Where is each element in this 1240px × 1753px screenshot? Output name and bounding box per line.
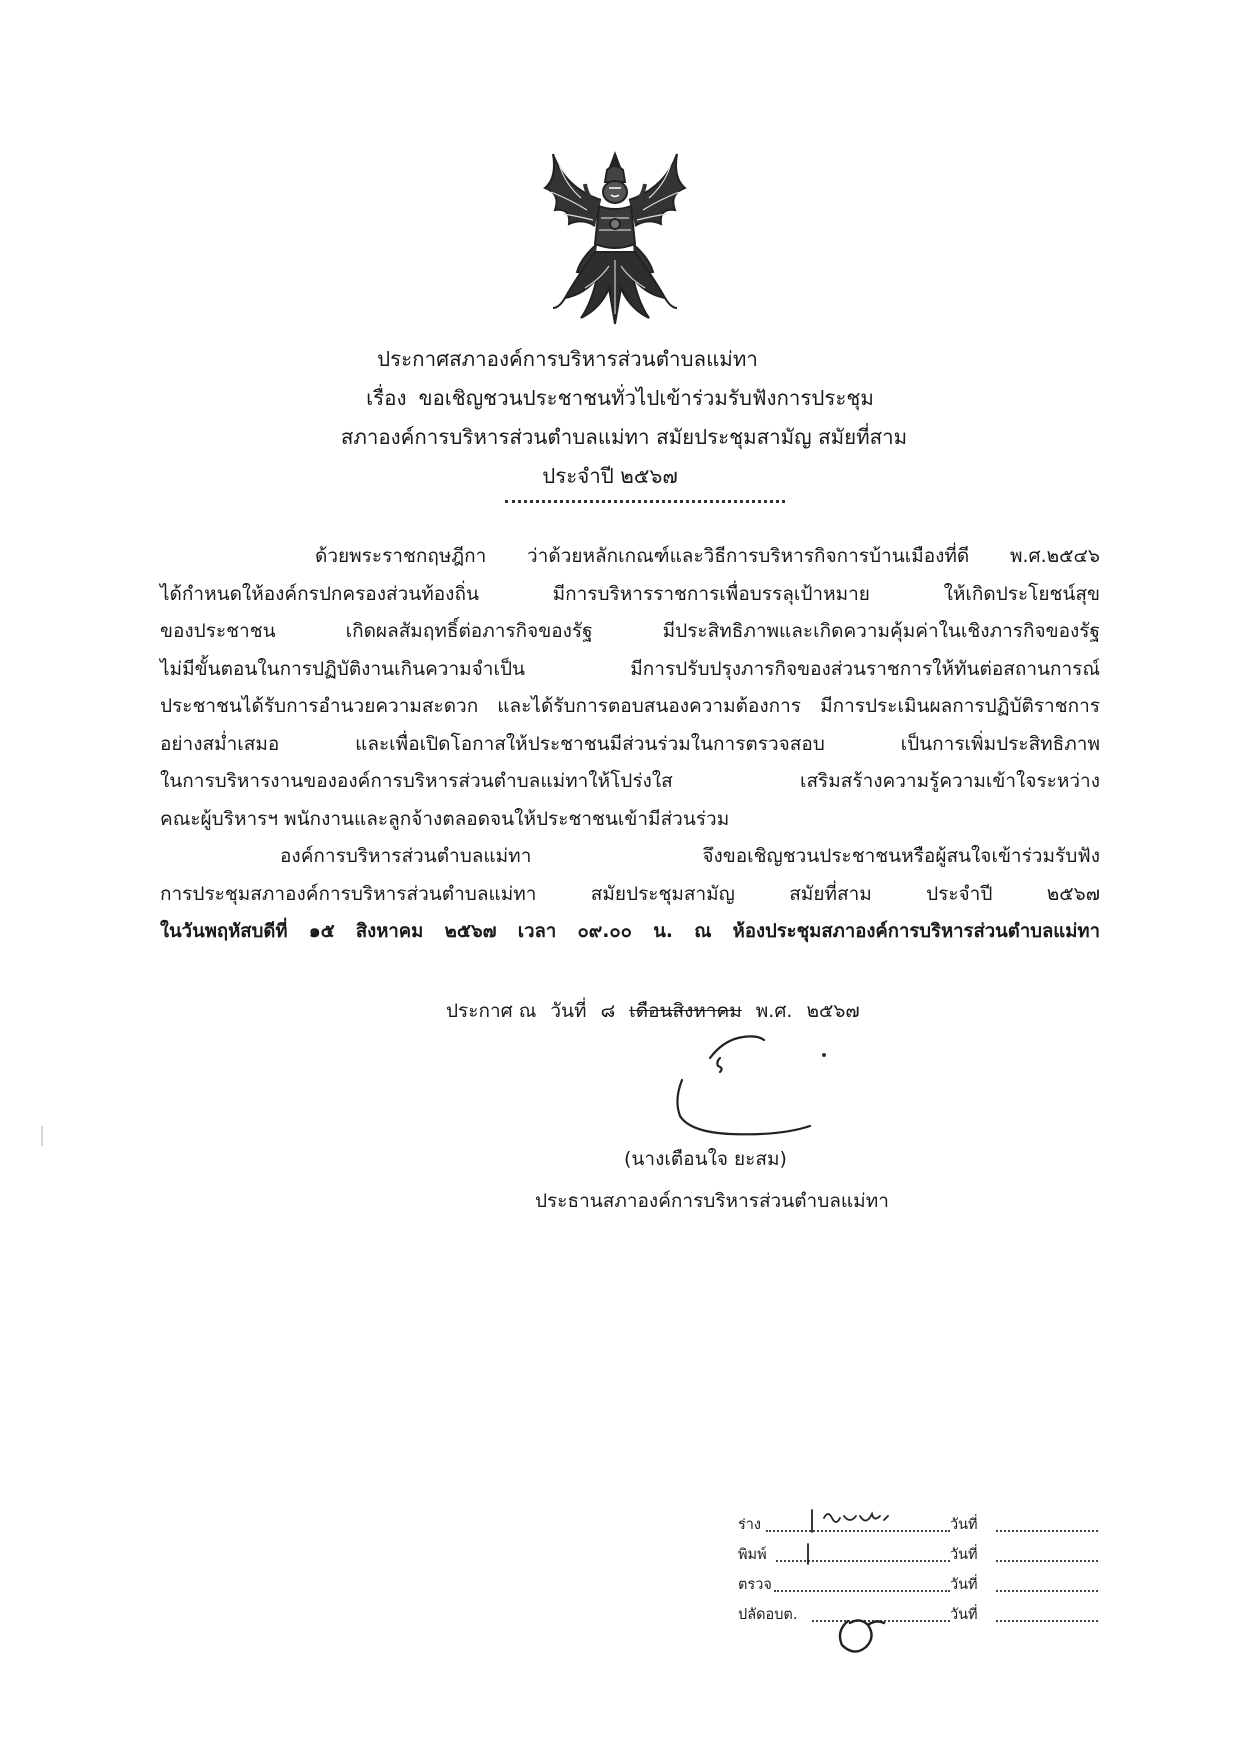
paragraph-2-line: องค์การบริหารส่วนตำบลแม่ทา จึงขอเชิญชวนประชาชนหรือผู้สนใจเข้าร่วมรับฟัง xyxy=(280,845,1100,867)
approval-row xyxy=(738,1540,1098,1570)
approval-table xyxy=(738,1510,1098,1630)
announce-day: ๘ xyxy=(600,1000,616,1022)
announce-day-label: วันที่ xyxy=(550,1000,587,1022)
approval-date-line xyxy=(996,1620,1098,1622)
approval-row xyxy=(738,1570,1098,1600)
announcement-date xyxy=(446,996,874,1026)
signer-name: (นางเตือนใจ ยะสม) xyxy=(624,1148,787,1170)
announce-year: ๒๕๖๗ xyxy=(806,1000,860,1022)
approval-label: ปลัดอบต. xyxy=(738,1607,798,1623)
signer-position: ประธานสภาองค์การบริหารส่วนตำบลแม่ทา xyxy=(535,1190,889,1212)
approval-row xyxy=(738,1600,1098,1630)
approval-label: ร่าง xyxy=(738,1517,762,1533)
paragraph-2-line: การประชุมสภาองค์การบริหารส่วนตำบลแม่ทา สมัยประชุมสามัญ สมัยที่สาม ประจำปี ๒๕๖๗ xyxy=(160,882,1100,905)
announcement-title xyxy=(300,340,940,496)
title-line-4: ประจำปี ๒๕๖๗ xyxy=(542,464,678,488)
typist-initials-icon xyxy=(800,1542,820,1566)
paragraph-1-line: ไม่มีขั้นตอนในการปฏิบัติงานเกินความจำเป็น มีการปรับปรุงภารกิจของส่วนราชการให้ทันต่อสถานการณ์ xyxy=(160,657,1100,680)
paragraph-1-line: ในการบริหารงานขององค์การบริหารส่วนตำบลแม่ทาให้โปร่งใส เสริมสร้างความรู้ความเข้าใจระหว่าง xyxy=(160,770,1100,792)
ink-dot xyxy=(822,1053,826,1057)
approval-date-label: วันที่ xyxy=(950,1517,978,1533)
announcement-body xyxy=(160,538,1100,951)
title-line-3: สภาองค์การบริหารส่วนตำบลแม่ทา สมัยประชุมสามัญ สมัยที่สาม xyxy=(340,425,908,449)
subject-text: ขอเชิญชวนประชาชนทั่วไปเข้าร่วมรับฟังการประชุม xyxy=(418,386,874,410)
meeting-date-line: ในวันพฤหัสบดีที่ ๑๕ สิงหาคม ๒๕๖๗ เวลา ๐๙.๐๐ น. ณ ห้องประชุมสภาองค์การบริหารส่วนตำบลแม่ทา xyxy=(160,921,1100,942)
scan-margin-mark xyxy=(41,1126,43,1146)
subject-line xyxy=(300,379,940,418)
paragraph-1-line: อย่างสม่ำเสมอ และเพื่อเปิดโอกาสให้ประชาชนมีส่วนร่วมในการตรวจสอบ เป็นการเพิ่มประสิทธิภาพ xyxy=(160,732,1100,755)
approval-date-line xyxy=(996,1560,1098,1562)
paragraph-1-line: ของประชาชน เกิดผลสัมฤทธิ์ต่อภารกิจของรัฐ มีประสิทธิภาพและเกิดความคุ้มค่าในเชิงภารกิจของรัฐ xyxy=(160,620,1100,642)
paragraph-1-line: คณะผู้บริหารฯ พนักงานและลูกจ้างตลอดจนให้ประชาชนเข้ามีส่วนร่วม xyxy=(160,807,730,830)
approval-date-label: วันที่ xyxy=(950,1547,978,1563)
draft-initials-icon xyxy=(810,1506,910,1534)
announce-year-label: พ.ศ. xyxy=(755,1000,793,1022)
title-line-1: ประกาศสภาองค์การบริหารส่วนตำบลแม่ทา xyxy=(377,347,758,371)
title-divider xyxy=(505,500,785,503)
approval-row xyxy=(738,1510,1098,1540)
announce-month: เดือนสิงหาคม xyxy=(629,1000,742,1022)
approval-label: ตรวจ xyxy=(738,1577,772,1593)
approval-dotted-line xyxy=(774,1590,950,1592)
approval-date-label: วันที่ xyxy=(950,1577,978,1593)
approval-label: พิมพ์ xyxy=(738,1547,767,1563)
subject-label: เรื่อง xyxy=(366,386,407,410)
announce-prefix: ประกาศ ณ xyxy=(446,1000,537,1022)
paragraph-1-line: ด้วยพระราชกฤษฎีกา ว่าด้วยหลักเกณฑ์และวิธีการบริหารกิจการบ้านเมืองที่ดี พ.ศ.๒๕๔๖ xyxy=(315,545,1100,567)
approval-date-line xyxy=(996,1530,1098,1532)
clerk-initials-icon xyxy=(832,1611,887,1659)
paragraph-1-line: ได้กำหนดให้องค์กรปกครองส่วนท้องถิ่น มีการบริหารราชการเพื่อบรรลุเป้าหมาย ให้เกิดประโยชน์สุข xyxy=(160,582,1100,605)
approval-date-label: วันที่ xyxy=(950,1607,978,1623)
approval-date-line xyxy=(996,1590,1098,1592)
garuda-emblem-icon xyxy=(535,148,695,330)
paragraph-1-line: ประชาชนได้รับการอำนวยความสะดวก และได้รับการตอบสนองความต้องการ มีการประเมินผลการปฏิบัติราชการ xyxy=(160,695,1100,717)
handwritten-signature-icon xyxy=(660,1028,850,1138)
